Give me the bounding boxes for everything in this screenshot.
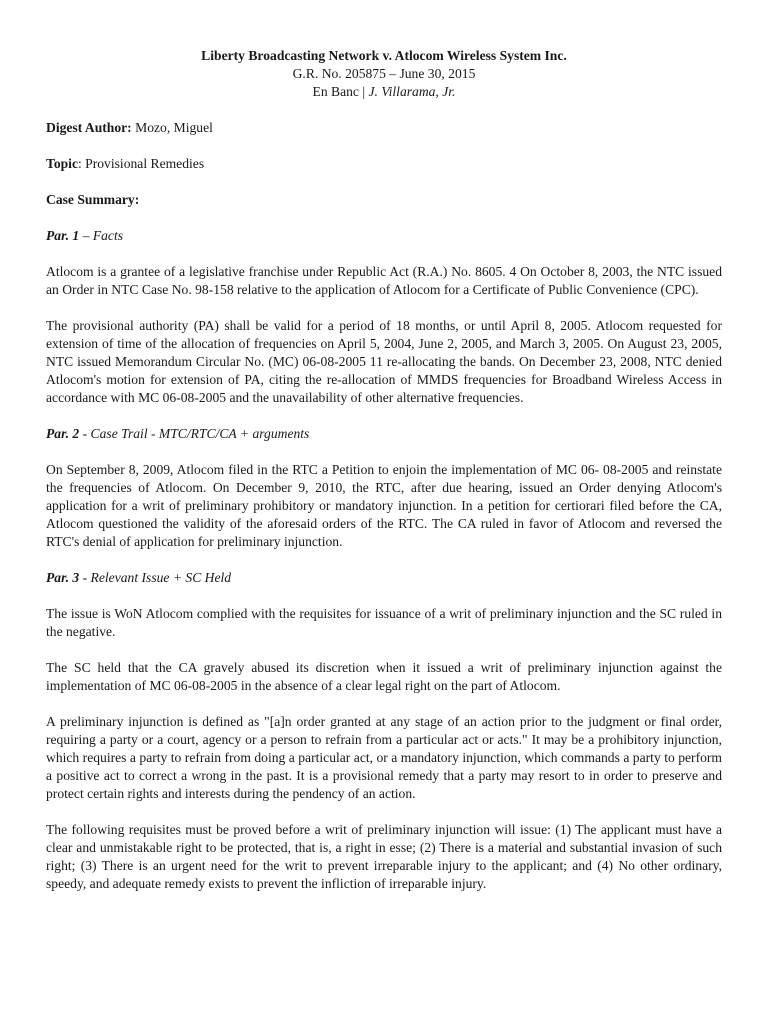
digest-author-line — [46, 119, 722, 137]
par2-paragraph-1: On September 8, 2009, Atlocom filed in the RTC a Petition to enjoin the implementation of MC 06- 08-2005 and reinstate the frequencies of Atlocom. On December 9, 2010, the RTC, after due hearing, issued an Order denying Atlocom's application for a writ of preliminary prohibitory or mandatory injunction. In a petition for certiorari filed before the CA, Atlocom questioned the validity of the aforesaid orders of the RTC. The CA ruled in favor of Atlocom and reversed the RTC's denial of application for preliminary injunction. — [46, 462, 722, 549]
par3-number: Par. 3 — [46, 570, 80, 585]
par1-paragraph-1: Atlocom is a grantee of a legislative franchise under Republic Act (R.A.) No. 8605. 4 On October 8, 2003, the NTC issued an Order in NTC Case No. 98-158 relative to the application of Atlocom for a Certificate of Public Convenience (CPC). — [46, 264, 722, 297]
par3-paragraph-3: A preliminary injunction is defined as "[a]n order granted at any stage of an action prior to the judgment or final order, requiring a party or a court, agency or a person to refrain from a particular act or acts." It may be a prohibitory injunction, which requires a party to refrain from doing a particular act, or a mandatory injunction, which commands a party to perform a positive act to correct a wrong in the past. It is a provisional remedy that a party may resort to in order to preserve and protect certain rights and interests during the pendency of an action. — [46, 714, 722, 801]
document-page — [46, 47, 722, 893]
par2-heading — [46, 425, 722, 443]
par3-heading — [46, 569, 722, 587]
topic-line — [46, 155, 722, 173]
case-summary-label: Case Summary: — [46, 192, 140, 207]
par1-number: Par. 1 — [46, 228, 80, 243]
case-header — [46, 47, 722, 101]
par3-paragraph-1: The issue is WoN Atlocom complied with the requisites for issuance of a writ of preliminary injunction and the SC ruled in the negative. — [46, 606, 722, 639]
par2-number: Par. 2 — [46, 426, 80, 441]
gr-number-line: G.R. No. 205875 – June 30, 2015 — [292, 66, 476, 81]
topic-value: : Provisional Remedies — [78, 156, 205, 171]
digest-author-label: Digest Author: — [46, 120, 132, 135]
division-text: En Banc | — [312, 84, 369, 99]
par1-title: – Facts — [79, 228, 124, 243]
par1-heading — [46, 227, 722, 245]
digest-author-value: Mozo, Miguel — [131, 120, 213, 135]
par3-paragraph-2: The SC held that the CA gravely abused its discretion when it issued a writ of preliminary injunction against the implementation of MC 06-08-2005 in the absence of a clear legal right on the part of Atlocom. — [46, 660, 722, 693]
topic-label: Topic — [46, 156, 78, 171]
par2-title: - Case Trail - MTC/RTC/CA + arguments — [79, 426, 310, 441]
par3-title: - Relevant Issue + SC Held — [79, 570, 232, 585]
division-line — [46, 83, 722, 101]
par1-paragraph-2: The provisional authority (PA) shall be valid for a period of 18 months, or until April 8, 2005. Atlocom requested for extension of time of the allocation of frequencies on April 5, 2004, June 2, 2005, and March 3, 2005. On August 23, 2005, NTC issued Memorandum Circular No. (MC) 06-08-2005 11 re-allocating the bands. On December 23, 2008, NTC denied Atlocom's motion for extension of PA, citing the re-allocation of MMDS frequencies for Broadband Wireless Access in accordance with MC 06-08-2005 and the unavailability of other alternative frequencies. — [46, 318, 722, 405]
case-title: Liberty Broadcasting Network v. Atlocom Wireless System Inc. — [201, 48, 567, 63]
ponente-name: J. Villarama, Jr. — [368, 84, 456, 99]
par3-paragraph-4: The following requisites must be proved before a writ of preliminary injunction will issue: (1) The applicant must have a clear and unmistakable right to be protected, that is, a right in esse; (2) There is a material and substantial invasion of such right; (3) There is an urgent need for the writ to prevent irreparable injury to the applicant; and (4) No other ordinary, speedy, and adequate remedy exists to prevent the infliction of irreparable injury. — [46, 822, 722, 891]
